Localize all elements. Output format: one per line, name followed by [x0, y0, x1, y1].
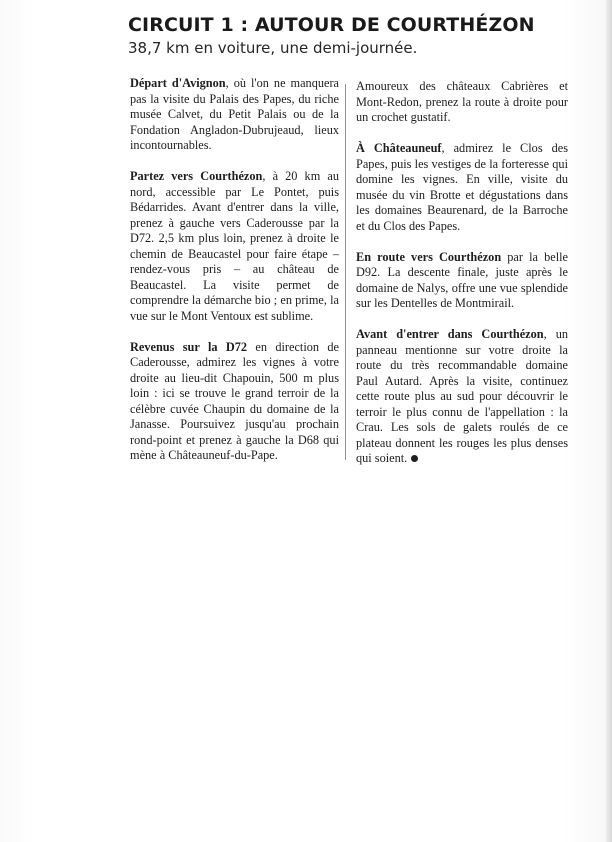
paragraph-text: en direction de Caderousse, admirez les vignes à votre droite au lieu-dit Chapouin, 500 m plus loin : ici se trouve le grand terroir de la célèbre cuvée Chaupin du domaine de la Janasse. Poursuivez jusqu'au prochain rond-point et prenez à gauche la D68 qui mène à Châteauneuf-du-Pape. [130, 339, 339, 462]
end-of-article-bullet-icon [411, 455, 418, 462]
paragraph-depart [130, 76, 339, 154]
paragraph-text: par la belle D92. La descente finale, juste après le domaine de Nalys, offre une vue splendide sur les Dentelles de Montmirail. [356, 249, 568, 310]
article-header [128, 14, 548, 57]
paragraph-lead: À Châteauneuf [356, 141, 442, 155]
paragraph-amoureux [356, 79, 568, 126]
paragraph-lead: Revenus sur la D72 [130, 339, 248, 354]
paragraph-partez [130, 169, 339, 324]
paragraph-lead: En route vers Courthézon [356, 249, 502, 264]
paragraph-text: Amoureux des châteaux Cabrières et Mont-Redon, prenez la route à droite pour un crochet gustatif. [356, 79, 568, 124]
paragraph-text: , un panneau mentionne sur votre droite la route du très recommandable domaine Paul Autard. Après la visite, continuez cette route plus au sud pour découvrir le terroir le plus connu de l'appellation : la Crau. Les sols de galets roulés de ce plateau donnent les rouges les plus denses qui soient. [356, 327, 568, 465]
right-column [356, 79, 568, 482]
paragraph-avant [356, 327, 568, 467]
paragraph-text: , admirez le Clos des Papes, puis les vestiges de la forteresse qui domine les vignes. En ville, visite du musée du vin Brotte et dégustations dans les domaines Beaurenard, de la Barroche et du Clos des Papes. [356, 141, 568, 233]
paragraph-en-route [356, 250, 568, 312]
circuit-title: CIRCUIT 1 : AUTOUR DE COURTHÉZON [128, 14, 535, 36]
column-divider [345, 84, 346, 460]
page-edge-shadow [606, 0, 612, 842]
paragraph-chateauneuf [356, 141, 568, 234]
paragraph-text: , à 20 km au nord, accessible par Le Pontet, puis Bédarrides. Avant d'entrer dans la ville, prenez à gauche vers Caderousse par la D72. 2,5 km plus loin, prenez à droite le chemin de Beaucastel pour faire étape – rendez-vous pris – au château de Beaucastel. La visite permet de comprendre la démarche bio ; en prime, la vue sur le Mont Ventoux est sublime. [130, 169, 339, 323]
left-column [130, 76, 339, 479]
paragraph-lead: Départ d'Avignon [130, 76, 226, 90]
circuit-subtitle: 38,7 km en voiture, une demi-journée. [128, 39, 418, 57]
paragraph-lead: Avant d'entrer dans Courthézon [356, 327, 544, 341]
paragraph-revenus [130, 340, 339, 464]
paragraph-text: , où l'on ne manquera pas la visite du Palais des Papes, du riche musée Calvet, du Petit Palais ou de la Fondation Angladon-Dubrujeaud, lieux incontournables. [130, 76, 339, 152]
paragraph-lead: Partez vers Courthézon [130, 169, 263, 183]
